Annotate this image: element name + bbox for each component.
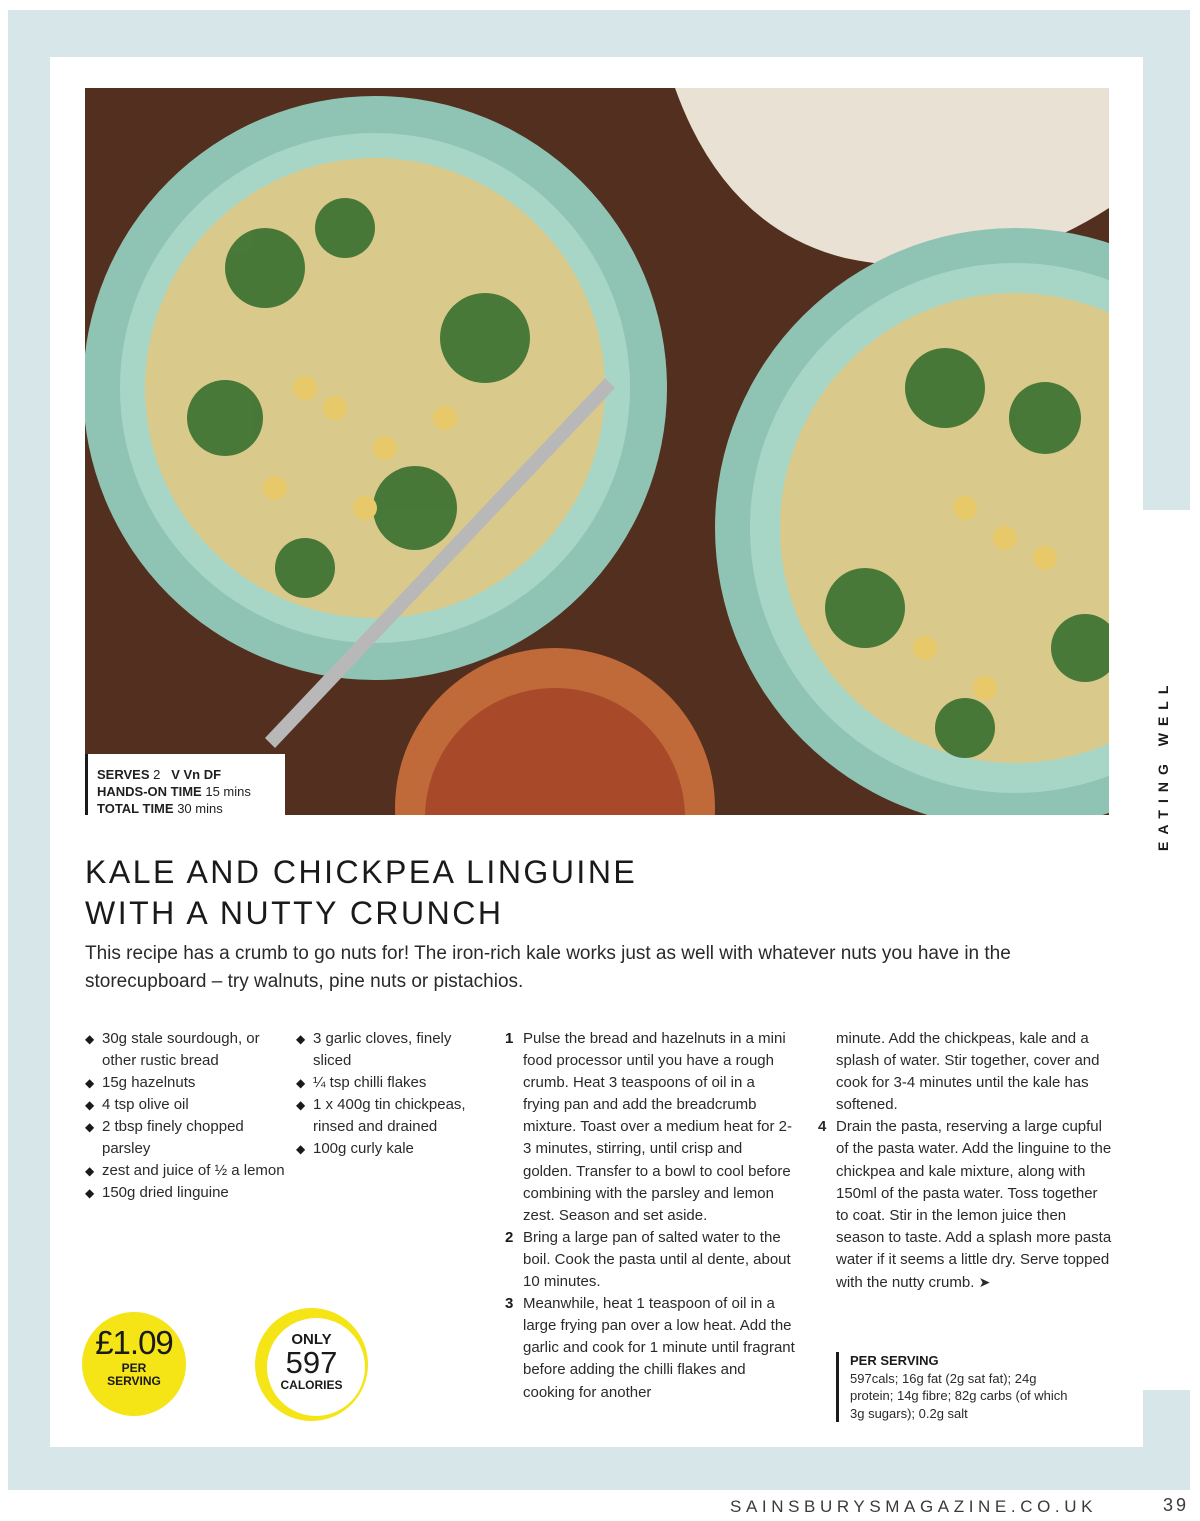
frame-notch bbox=[1143, 510, 1190, 1390]
step-text: Drain the pasta, reserving a large cupful of the pasta water. Add the linguine to the chickpea and kale mixture, along with 150ml of the pasta water. Toss together to coat. Stir in the lemon juice then season to taste. Add a splash more pasta water if it seems a little dry. Serve topped with the nutty crumb. bbox=[836, 1118, 1112, 1292]
photo-illustration bbox=[85, 88, 1109, 815]
hands-on-value: 15 mins bbox=[205, 784, 251, 799]
nutrition-text: 597cals; 16g fat (2g sat fat); 24g protein; 14g fibre; 82g carbs (of which 3g sugars); 0.2g salt bbox=[850, 1370, 1068, 1421]
step-number: 3 bbox=[505, 1295, 514, 1313]
title-line-1: KALE AND CHICKPEA LINGUINE bbox=[85, 854, 638, 890]
serves-label: SERVES bbox=[97, 767, 150, 782]
serves-value: 2 bbox=[153, 767, 161, 782]
hands-on-label: HANDS-ON TIME bbox=[97, 784, 202, 799]
step-text: Meanwhile, heat 1 teaspoon of oil in a large frying pan over a low heat. Add the garlic and cook for 1 minute until fragrant before adding the chilli flakes and cooking for another bbox=[523, 1295, 795, 1401]
recipe-photo bbox=[85, 88, 1109, 815]
price-badge bbox=[82, 1312, 186, 1416]
step-text: Pulse the bread and hazelnuts in a mini food processor until you have a rough crumb. Heat 3 teaspoons of oil in a frying pan and add the breadcrumb mixture. Toast over a medium heat for 2-3 minutes, stirring, until crisp and golden. Transfer to a bowl to cool before combining with the parsley and lemon zest. Season and set aside. bbox=[523, 1030, 793, 1224]
ingredient-item: ◆ ¼ tsp chilli flakes bbox=[296, 1072, 481, 1094]
nutrition-heading: PER SERVING bbox=[850, 1353, 939, 1368]
price-label-2: SERVING bbox=[107, 1374, 161, 1388]
ingredient-item: ◆ 100g curly kale bbox=[296, 1138, 481, 1160]
total-time-value: 30 mins bbox=[177, 801, 223, 816]
calorie-badge bbox=[255, 1308, 368, 1421]
calorie-value: 597 bbox=[285, 1345, 338, 1380]
continue-arrow-icon: ➤ bbox=[978, 1274, 991, 1291]
recipe-intro: This recipe has a crumb to go nuts for! The iron-rich kale works just as well with whatever nuts you have in the storecupboard – try walnuts, pine nuts or pistachios. bbox=[85, 943, 1011, 992]
ingredient-item: ◆ 15g hazelnuts bbox=[85, 1072, 285, 1094]
step-3-continued: minute. Add the chickpeas, kale and a splash of water. Stir together, cover and cook for 3-4 minutes until the kale has softened. bbox=[836, 1030, 1100, 1114]
nutrition-box bbox=[836, 1352, 1076, 1422]
calorie-badge-text bbox=[255, 1322, 368, 1392]
ingredient-item: ◆ 2 tbsp finely chopped parsley bbox=[85, 1116, 285, 1160]
method-step bbox=[818, 1116, 1113, 1294]
ingredient-item: ◆ 1 x 400g tin chickpeas, rinsed and drained bbox=[296, 1094, 481, 1138]
step-number: 1 bbox=[505, 1030, 514, 1047]
method-step bbox=[505, 1028, 795, 1227]
method-step bbox=[505, 1293, 795, 1403]
method-step bbox=[505, 1227, 795, 1293]
step-text: Bring a large pan of salted water to the boil. Cook the pasta until al dente, about 10 minutes. bbox=[523, 1228, 791, 1291]
ingredients-column-2 bbox=[296, 1028, 481, 1160]
price-value: £1.09 bbox=[95, 1324, 173, 1361]
calorie-label-2: CALORIES bbox=[280, 1378, 343, 1392]
footer-website: SAINSBURYSMAGAZINE.CO.UK bbox=[730, 1497, 1098, 1516]
ingredient-item: ◆ 4 tsp olive oil bbox=[85, 1094, 285, 1116]
method-column-1 bbox=[505, 1028, 795, 1404]
title-line-2: WITH A NUTTY CRUNCH bbox=[85, 895, 504, 931]
page-number: 39 bbox=[1163, 1495, 1190, 1515]
method-column-2 bbox=[818, 1028, 1113, 1294]
price-label-1: PER bbox=[121, 1361, 147, 1375]
ingredient-item: ◆ 3 garlic cloves, finely sliced bbox=[296, 1028, 481, 1072]
total-time-label: TOTAL TIME bbox=[97, 801, 174, 816]
calorie-label-1: ONLY bbox=[291, 1331, 332, 1348]
step-number: 4 bbox=[818, 1118, 827, 1136]
diet-tags: V Vn DF bbox=[171, 767, 222, 782]
ingredients-column-1 bbox=[85, 1028, 285, 1204]
recipe-title bbox=[85, 852, 985, 934]
recipe-info-box bbox=[85, 754, 285, 815]
ingredient-item: ◆ 30g stale sourdough, or other rustic bread bbox=[85, 1028, 285, 1072]
ingredient-item: ◆ 150g dried linguine bbox=[85, 1182, 285, 1204]
section-label: EATING WELL bbox=[1155, 678, 1171, 852]
step-number: 2 bbox=[505, 1228, 514, 1246]
ingredient-item: ◆ zest and juice of ½ a lemon bbox=[85, 1160, 285, 1182]
